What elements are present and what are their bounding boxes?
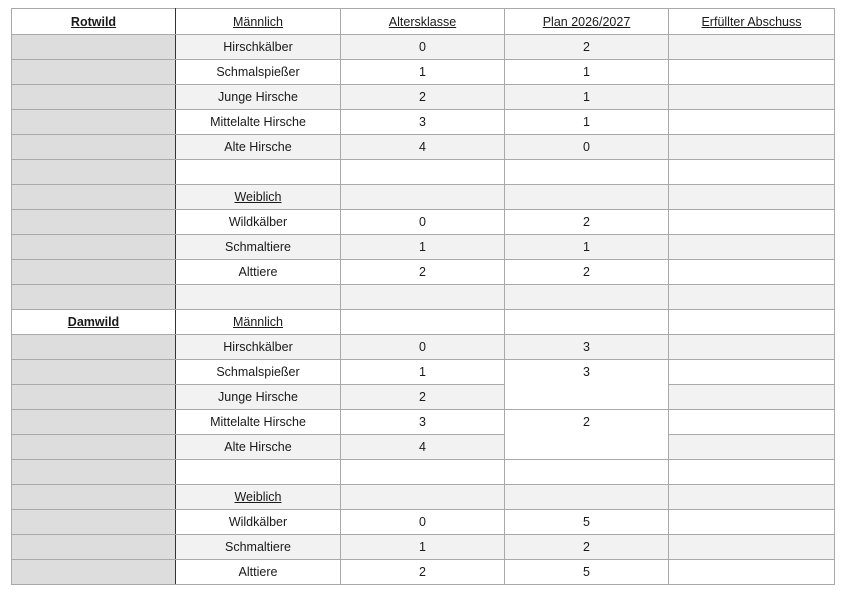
table-row	[12, 110, 835, 135]
row-label: Schmalspießer	[176, 60, 341, 85]
row-label: Junge Hirsche	[176, 85, 341, 110]
row-abschuss[interactable]	[669, 410, 835, 435]
section-rotwild	[12, 9, 176, 35]
group-weiblich: Weiblich	[176, 185, 341, 210]
row-abschuss[interactable]	[669, 360, 835, 385]
row-klasse: 1	[341, 360, 505, 385]
row-klasse: 2	[341, 385, 505, 410]
table-row	[12, 410, 835, 435]
row-label: Schmaltiere	[176, 235, 341, 260]
row-klasse: 2	[341, 260, 505, 285]
row-plan: 0	[505, 135, 669, 160]
row-label: Mittelalte Hirsche	[176, 110, 341, 135]
spacer-row	[12, 460, 835, 485]
row-abschuss[interactable]	[669, 110, 835, 135]
group-row-damwild-maennlich	[12, 310, 835, 335]
row-klasse: 0	[341, 210, 505, 235]
abschussplan-table	[11, 8, 835, 585]
row-plan: 1	[505, 60, 669, 85]
row-abschuss[interactable]	[669, 335, 835, 360]
table-row	[12, 260, 835, 285]
row-plan: 5	[505, 510, 669, 535]
table-row	[12, 335, 835, 360]
row-klasse: 3	[341, 110, 505, 135]
row-abschuss[interactable]	[669, 435, 835, 460]
row-label: Junge Hirsche	[176, 385, 341, 410]
row-abschuss[interactable]	[669, 510, 835, 535]
row-label: Alte Hirsche	[176, 135, 341, 160]
table-row	[12, 135, 835, 160]
row-plan: 2	[505, 535, 669, 560]
table-row	[12, 60, 835, 85]
table-row	[12, 360, 835, 385]
row-plan: 2	[505, 260, 669, 285]
header-row	[12, 9, 835, 35]
header-erfuellter-abschuss: Erfüllter Abschuss	[669, 9, 835, 35]
row-plan: 2	[505, 35, 669, 60]
row-label: Hirschkälber	[176, 335, 341, 360]
row-label: Hirschkälber	[176, 35, 341, 60]
table-row	[12, 235, 835, 260]
row-plan-merged: 3	[505, 360, 669, 410]
row-klasse: 3	[341, 410, 505, 435]
header-maennlich: Männlich	[176, 9, 341, 35]
spacer-row	[12, 285, 835, 310]
table-row	[12, 435, 835, 460]
row-klasse: 2	[341, 560, 505, 585]
row-klasse: 0	[341, 35, 505, 60]
group-maennlich: Männlich	[176, 310, 341, 335]
row-abschuss[interactable]	[669, 535, 835, 560]
row-klasse: 0	[341, 510, 505, 535]
row-plan: 2	[505, 210, 669, 235]
row-abschuss[interactable]	[669, 135, 835, 160]
spacer-row	[12, 160, 835, 185]
row-label: Alte Hirsche	[176, 435, 341, 460]
row-abschuss[interactable]	[669, 85, 835, 110]
row-abschuss[interactable]	[669, 60, 835, 85]
row-abschuss[interactable]	[669, 260, 835, 285]
table-row	[12, 510, 835, 535]
group-row-weiblich	[12, 185, 835, 210]
row-label: Schmaltiere	[176, 535, 341, 560]
row-abschuss[interactable]	[669, 385, 835, 410]
table-row	[12, 560, 835, 585]
section-rotwild-label: Rotwild	[70, 14, 117, 29]
row-label: Mittelalte Hirsche	[176, 410, 341, 435]
row-plan: 1	[505, 235, 669, 260]
row-klasse: 2	[341, 85, 505, 110]
row-label: Schmalspießer	[176, 360, 341, 385]
header-plan: Plan 2026/2027	[505, 9, 669, 35]
row-plan-merged: 2	[505, 410, 669, 460]
row-klasse: 1	[341, 235, 505, 260]
row-abschuss[interactable]	[669, 35, 835, 60]
row-plan: 1	[505, 85, 669, 110]
row-label: Wildkälber	[176, 510, 341, 535]
table-row	[12, 385, 835, 410]
row-klasse: 4	[341, 435, 505, 460]
row-plan: 1	[505, 110, 669, 135]
row-label: Wildkälber	[176, 210, 341, 235]
row-label: Alttiere	[176, 260, 341, 285]
row-abschuss[interactable]	[669, 235, 835, 260]
row-klasse: 1	[341, 535, 505, 560]
row-plan: 5	[505, 560, 669, 585]
table-row	[12, 85, 835, 110]
group-weiblich: Weiblich	[176, 485, 341, 510]
header-altersklasse: Altersklasse	[341, 9, 505, 35]
row-label: Alttiere	[176, 560, 341, 585]
table-row	[12, 535, 835, 560]
table-row	[12, 35, 835, 60]
group-row-weiblich	[12, 485, 835, 510]
row-abschuss[interactable]	[669, 560, 835, 585]
row-klasse: 1	[341, 60, 505, 85]
row-klasse: 0	[341, 335, 505, 360]
row-abschuss[interactable]	[669, 210, 835, 235]
row-klasse: 4	[341, 135, 505, 160]
section-damwild-label: Damwild	[67, 315, 120, 329]
row-plan: 3	[505, 335, 669, 360]
section-damwild	[12, 310, 176, 335]
table-row	[12, 210, 835, 235]
